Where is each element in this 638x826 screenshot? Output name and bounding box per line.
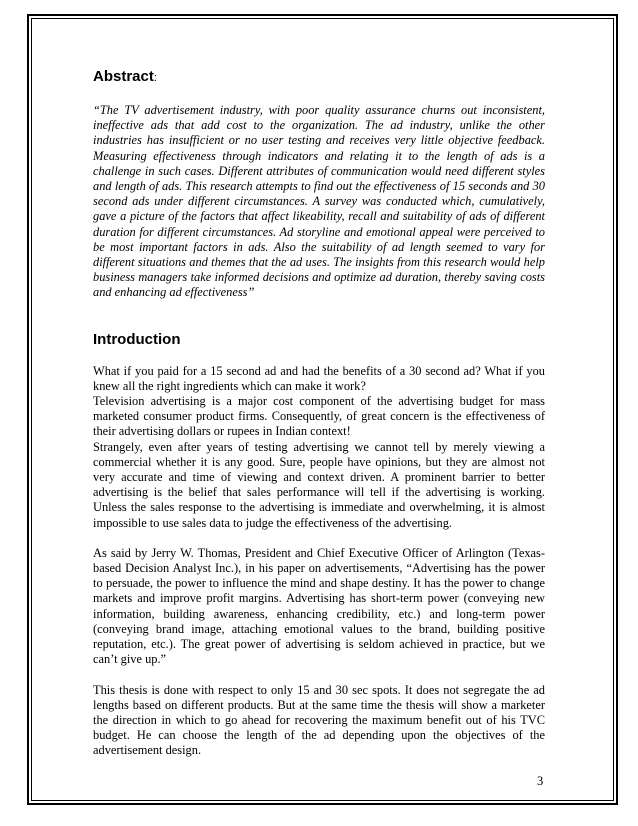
intro-paragraph-4: As said by Jerry W. Thomas, President and Chief Executive Officer of Arlington (Texas-based Decision Analyst Inc.), in his paper on advertisements, “Advertising has the power to persuade, the power to influence the mind and shape destiny. It has the power to change markets and improve profit margins. Advertising has short-term power (conveying new information, building awareness, enhancing credibility, etc.) and long-term power (conveying brand image, attaching emotional values to the brand, building positive reputation, etc.). The great power of advertising is seldom achieved in practice, but we can’t give up.”	[93, 545, 545, 667]
introduction-heading: Introduction	[93, 330, 181, 348]
abstract-heading-text: Abstract	[93, 68, 154, 85]
abstract-heading-colon: :	[153, 72, 157, 84]
intro-paragraph-1: What if you paid for a 15 second ad and had the benefits of a 30 second ad? What if you knew all the right ingredients which can make it work?	[93, 363, 545, 393]
abstract-body: “The TV advertisement industry, with poor quality assurance churns out inconsistent, ineffective ads that add cost to the organization. The ad industry, unlike the other industries has insufficient or no user testing and receives very little objective feedback. Measuring effectiveness through indicators and relating it to the length of ads is a challenge in such cases. Different attributes of communication would need different styles and length of ads. This research attempts to find out the effectiveness of 15 seconds and 30 second ads under different circumstances. A survey was conducted which, cumulatively, gave a picture of the factors that affect likeability, recall and suitability of ads of different duration for different circumstances. Ad storyline and emotional appeal were perceived to be most important factors in ads. Also the suitability of ad length seemed to vary for different situations and themes that the ad uses. The insights from this research would help business managers take informed decisions and optimize ad duration, thereby saving costs and enhancing ad effectiveness”	[93, 103, 545, 300]
page-number: 3	[537, 774, 544, 788]
abstract-heading	[93, 68, 545, 87]
intro-paragraph-5: This thesis is done with respect to only 15 and 30 sec spots. It does not segregate the ad lengths based on different products. But at the same time the thesis will show a marketer the direction in which to go ahead for recovering the maximum benefit out of his TVC budget. He can choose the length of the ad depending upon the objectives of the advertisement design.	[93, 682, 545, 758]
intro-paragraph-3: Strangely, even after years of testing advertising we cannot tell by merely viewing a commercial whether it is any good. Sure, people have opinions, but they are almost not very accurate and time of viewing and context driven. A prominent barrier to better advertising is the belief that sales performance will tell if the advertising is working. Unless the sales response to the advertising is immediate and overwhelming, it is almost impossible to use sales data to judge the effectiveness of the advertising.	[93, 439, 545, 530]
intro-paragraph-2: Television advertising is a major cost component of the advertising budget for mass marketed consumer product firms. Consequently, of great concern is the effectiveness of their advertising dollars or rupees in Indian context!	[93, 394, 545, 439]
page-content	[93, 68, 545, 759]
